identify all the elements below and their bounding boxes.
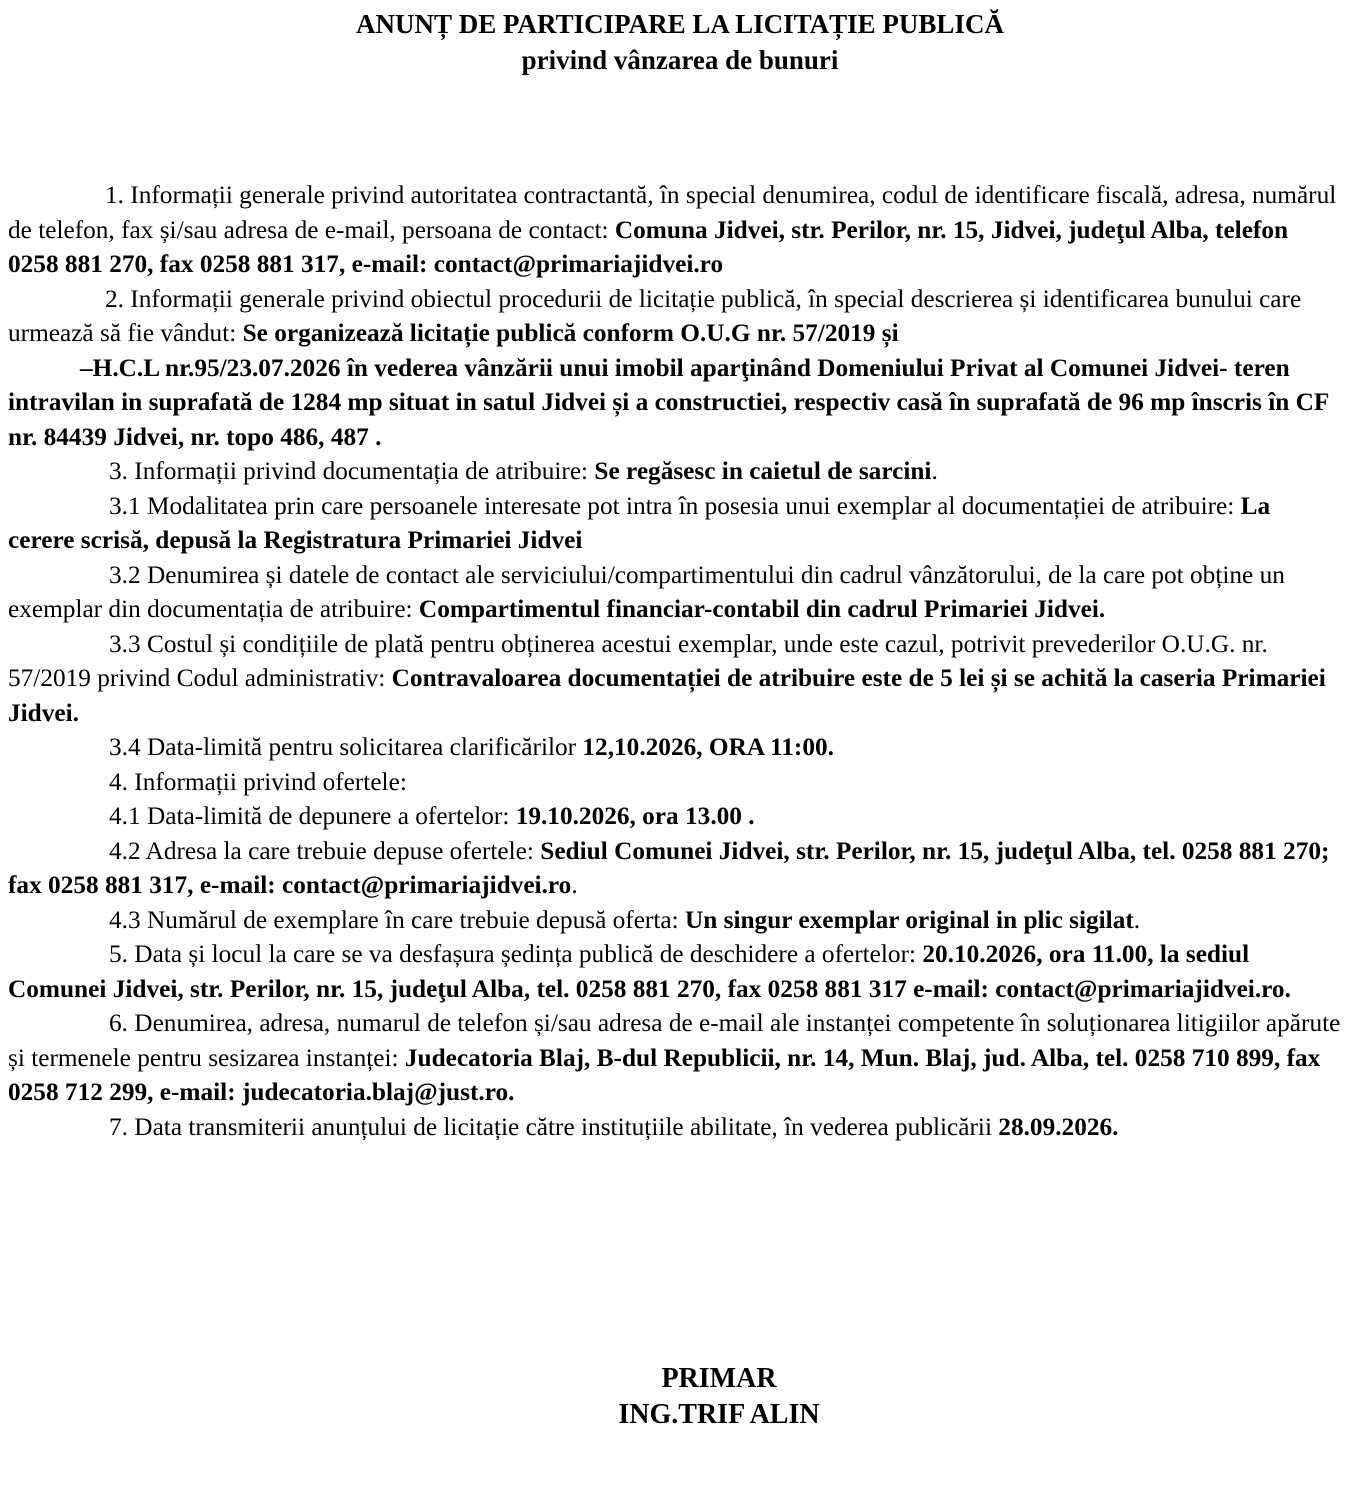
section-3-2-value: Compartimentul financiar-contabil din cadrul Primariei Jidvei. bbox=[418, 595, 1106, 623]
section-1-authority: Comuna Jidvei, str. Perilor, nr. 15, Jidvei, judeţul Alba, telefon 0258 881 270, fax 0258 881 317, e-mail: contact@primariajidvei.ro bbox=[8, 215, 1289, 278]
section-4-2 bbox=[8, 834, 1342, 903]
section-3-2 bbox=[8, 558, 1342, 627]
section-4-3-tail: . bbox=[1133, 905, 1141, 934]
document-title: ANUNȚ DE PARTICIPARE LA LICITAȚIE PUBLICĂ bbox=[356, 9, 1004, 39]
section-4-3-value: Un singur exemplar original in plic sigilat bbox=[684, 905, 1134, 934]
signature-name: ING.TRIF ALIN bbox=[618, 1399, 820, 1430]
section-7 bbox=[8, 1110, 1342, 1145]
signature-block bbox=[0, 1361, 1358, 1433]
signature-role: PRIMAR bbox=[661, 1363, 777, 1394]
section-2 bbox=[8, 282, 1342, 351]
section-3-tail: . bbox=[931, 457, 938, 485]
section-2-property-description: –H.C.L nr.95/23.07.2026 în vederea vânzării unui imobil aparţinând Domeniului Privat al Comunei Jidvei- teren intravilan in suprafată de 1284 mp situat in satul Jidvei și a constructiei, respectiv casă în suprafată de 96 mp înscris în CF nr. 84439 Jidvei, nr. topo 486, 487 . bbox=[8, 353, 1329, 451]
section-3-3-text: 3.3 Costul și condițiile de plată pentru obținerea acestui exemplar, unde este cazul, potrivit prevederilor O.U.G. nr. 57/2019 privind Codul administrativ: bbox=[8, 629, 1268, 692]
section-4-2-tail: . bbox=[571, 871, 578, 899]
section-4-3 bbox=[8, 903, 1342, 938]
section-2-description bbox=[8, 351, 1342, 455]
section-4-3-text: 4.3 Numărul de exemplare în care trebuie depusă oferta: bbox=[109, 905, 685, 934]
section-6-text: 6. Denumirea, adresa, numarul de telefon și/sau adresa de e-mail ale instanței competente în soluționarea litigiilor apărute și termenele pentru sesizarea instanței: bbox=[8, 1009, 1341, 1072]
section-5-value: 20.10.2026, ora 11.00, la sediul Comunei Jidvei, str. Perilor, nr. 15, judeţul Alba, tel. 0258 881 270, fax 0258 881 317 e-mail: contact@primariajidvei.ro. bbox=[8, 940, 1291, 1003]
section-3-1-text: 3.1 Modalitatea prin care persoanele interesate pot intra în posesia unui exemplar al documentației de atribuire: bbox=[109, 491, 1241, 520]
section-3-4-value: 12,10.2026, ORA 11:00. bbox=[582, 733, 834, 761]
section-2-legal-basis: Se organizează licitație publică conform O.U.G nr. 57/2019 și bbox=[242, 319, 899, 347]
section-4-1-value: 19.10.2026, ora 13.00 . bbox=[515, 802, 755, 830]
section-3-3-value: Contravaloarea documentației de atribuire este de 5 lei și se achită la caseria Primariei Jidvei. bbox=[8, 664, 1326, 727]
section-3-text: 3. Informații privind documentația de atribuire: bbox=[109, 457, 595, 485]
section-4 bbox=[8, 765, 1342, 800]
section-3-2-text: 3.2 Denumirea și datele de contact ale serviciului/compartimentului din cadrul vânzătorului, de la care pot obține un exemplar din documentația de atribuire: bbox=[8, 560, 1285, 623]
section-5-text: 5. Data și locul la care se va desfașura ședința publică de deschidere a ofertelor: bbox=[109, 940, 923, 968]
section-7-value: 28.09.2026. bbox=[998, 1112, 1119, 1141]
section-4-2-value: Sediul Comunei Jidvei, str. Perilor, nr. 15, judeţul Alba, tel. 0258 881 270; fax 0258 881 317, e-mail: contact@primariajidvei.ro bbox=[8, 836, 1330, 899]
section-7-text: 7. Data transmiterii anunțului de licitație către instituțiile abilitate, în vederea publicării bbox=[109, 1112, 999, 1141]
section-3-4 bbox=[8, 730, 1342, 765]
section-4-1-text: 4.1 Data-limită de depunere a ofertelor: bbox=[109, 802, 516, 830]
document-body bbox=[8, 178, 1342, 1144]
section-4-1 bbox=[8, 799, 1342, 834]
document-subtitle: privind vânzarea de bunuri bbox=[521, 45, 839, 75]
section-3-1 bbox=[8, 489, 1342, 558]
section-2-text: 2. Informații generale privind obiectul procedurii de licitație publică, în special descrierea și identificarea bunului care urmează să fie vândut: bbox=[8, 284, 1302, 347]
section-3-1-value: La cerere scrisă, depusă la Registratura Primariei Jidvei bbox=[8, 491, 1271, 554]
section-3 bbox=[8, 454, 1342, 489]
document-header bbox=[8, 6, 1342, 78]
section-1-text: 1. Informații generale privind autoritatea contractantă, în special denumirea, codul de identificare fiscală, adresa, numărul de telefon, fax și/sau adresa de e-mail, persoana de contact: bbox=[8, 181, 1337, 244]
section-3-3 bbox=[8, 627, 1342, 731]
section-3-value: Se regăsesc in caietul de sarcini bbox=[594, 457, 932, 485]
section-5 bbox=[8, 937, 1342, 1006]
section-6-value: Judecatoria Blaj, B-dul Republicii, nr. 14, Mun. Blaj, jud. Alba, tel. 0258 710 899, fax 0258 712 299, e-mail: judecatoria.blaj@just.ro. bbox=[8, 1043, 1321, 1106]
section-4-text: 4. Informații privind ofertele: bbox=[109, 767, 407, 796]
section-6 bbox=[8, 1006, 1342, 1110]
section-4-2-text: 4.2 Adresa la care trebuie depuse ofertele: bbox=[109, 836, 541, 865]
section-3-4-text: 3.4 Data-limită pentru solicitarea clarificărilor bbox=[109, 733, 583, 761]
section-1 bbox=[8, 178, 1342, 282]
